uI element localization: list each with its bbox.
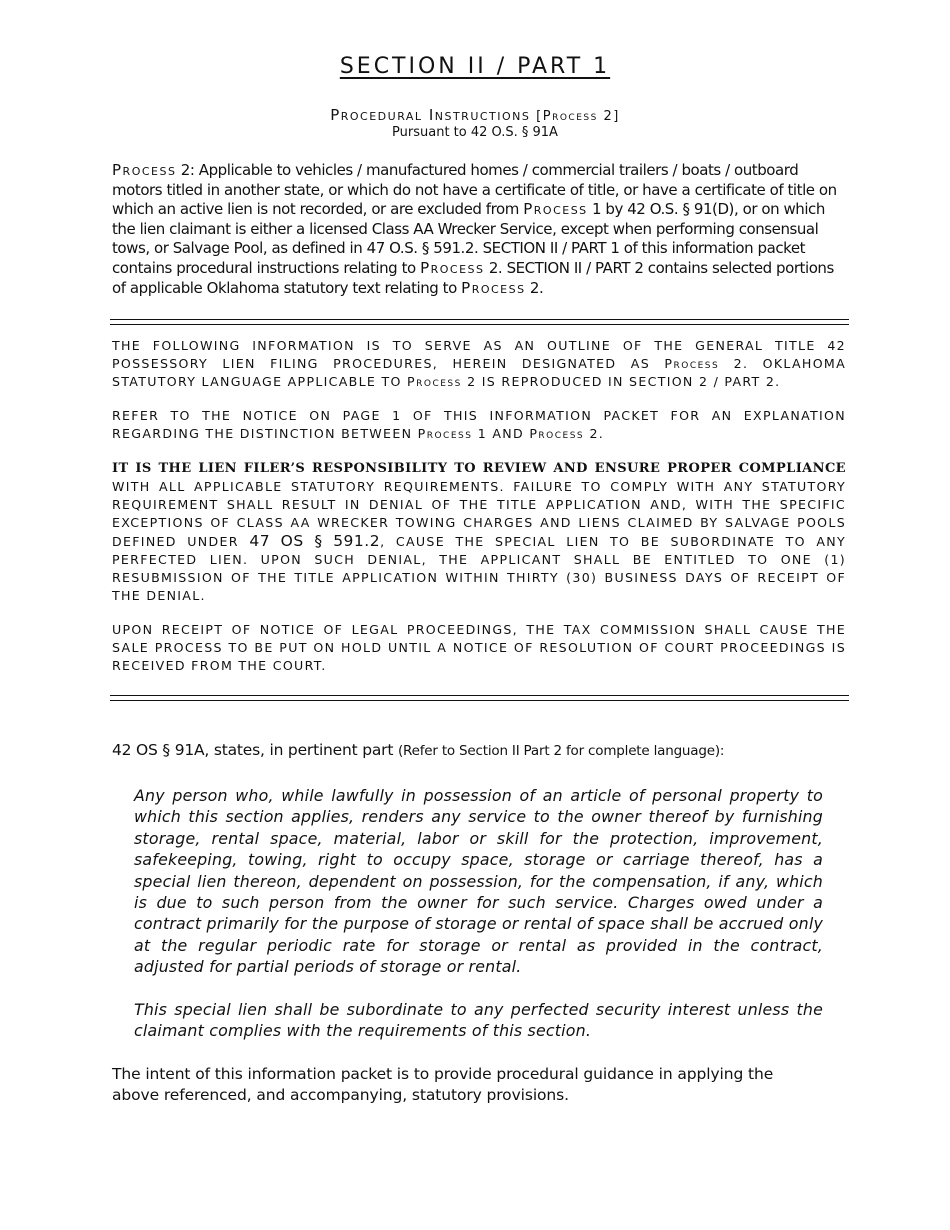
intro-mid: 1 by 42 O.S. § 91(D), or on which the lien claimant is either a licensed Class AA Wrecker Service, except when performing consensual tows, or Salvage Pool, as defined in 47 O.S. § 591.2. SECTION II / PART 1 of this information packet contains procedural instructions relating to xyxy=(112,200,825,277)
notice-text: REFER TO THE NOTICE ON PAGE 1 OF THIS INFORMATION PACKET FOR AN EXPLANATION REGARDING THE DISTINCTION BETWEEN xyxy=(112,408,846,441)
statute-quote-paragraph: This special lien shall be subordinate to any perfected security interest unless the claimant complies with the requirements of this section. xyxy=(134,999,823,1041)
notice-text: , CAUSE THE SPECIAL LIEN TO BE SUBORDINATE TO ANY PERFECTED LIEN. UPON SUCH DENIAL, THE APPLICANT SHALL BE ENTITLED TO ONE (1) RESUBMISSION OF THE TITLE APPLICATION WITHIN THIRTY (30) BUSINESS DAYS OF RECEIPT OF THE DENIAL. xyxy=(112,534,846,603)
statute-quote xyxy=(134,785,823,1062)
section-title xyxy=(0,54,950,79)
section-title-text: SECTION II / PART 1 xyxy=(339,54,611,79)
process-label: Process xyxy=(664,356,720,371)
responsibility-warning: IT IS THE LIEN FILER’S RESPONSIBILITY TO REVIEW AND ENSURE PROPER COMPLIANCE xyxy=(112,461,846,476)
intro-end: 2. xyxy=(525,278,544,297)
process-label: Process xyxy=(407,374,462,389)
closing-paragraph xyxy=(112,1064,812,1106)
statute-lead xyxy=(112,741,852,759)
process-label: Process xyxy=(523,200,588,219)
process-label: Process xyxy=(529,426,585,441)
notice-text: WITH ALL APPLICABLE STATUTORY REQUIREMENTS. FAILURE TO COMPLY WITH ANY STATUTORY REQUIREMENT SHALL RESULT IN DENIAL OF THE TITLE APPLICATION AND, WITH THE SPECIFIC EXCEPTIONS OF CLASS AA WRECKER TOWING CHARGES AND LIENS CLAIMED BY SALVAGE POOLS DEFINED UNDER xyxy=(112,479,846,549)
statute-quote-paragraph: Any person who, while lawfully in possession of an article of personal property to which this section applies, renders any service to the owner thereof by furnishing storage, rental space, material, labor or skill for the protection, improvement, safekeeping, towing, right to occupy space, storage or carriage thereof, has a special lien thereon, dependent on possession, for the compensation, if any, which is due to such person from the owner for such service. Charges owed under a contract primarily for the purpose of storage or rental of space shall be accrued only at the regular periodic rate for storage or rental as provided in the contract, adjusted for partial periods of storage or rental. xyxy=(134,786,823,977)
statute-note: (Refer to Section II Part 2 for complete language): xyxy=(397,743,725,759)
notice-text: 2. xyxy=(584,426,605,441)
intro-tail: 2. SECTION II / PART 2 contains selected portions of applicable Oklahoma statutory text relating to xyxy=(112,258,834,297)
notice-paragraph-responsibility xyxy=(112,459,846,605)
procedural-instructions-label: Procedural Instructions xyxy=(330,106,531,124)
procedural-instructions-heading xyxy=(0,106,950,124)
pursuant-line: Pursuant to 42 O.S. § 91A xyxy=(392,125,558,140)
notice-paragraph-outline xyxy=(112,337,846,391)
statute-citation: 47 OS § 591.2 xyxy=(249,532,381,550)
process-label: Process xyxy=(420,258,485,277)
process-bracket: [Process 2] xyxy=(536,109,620,124)
notice-text: 2 IS REPRODUCED IN SECTION 2 / PART 2. xyxy=(461,374,781,389)
statute-lead-text: 42 OS § 91A, states, in pertinent part xyxy=(112,741,394,759)
intro-lead: 2: Applicable to vehicles / manufactured homes / commercial trailers / boats / outboard motors titled in another state, or which do not have a certificate of title, or have a certificate of title on which an active lien is not recorded, or are excluded from xyxy=(112,161,837,219)
notice-text: 2. OKLAHOMA STATUTORY LANGUAGE APPLICABLE TO xyxy=(112,356,846,389)
notice-paragraph-legal-proceedings: UPON RECEIPT OF NOTICE OF LEGAL PROCEEDINGS, THE TAX COMMISSION SHALL CAUSE THE SALE PROCESS TO BE PUT ON HOLD UNTIL A NOTICE OF RESOLUTION OF COURT PROCEEDINGS IS RECEIVED FROM THE COURT. xyxy=(112,622,846,673)
process-label: Process xyxy=(417,426,473,441)
notice-paragraph-refer xyxy=(112,407,846,443)
process-label: Process xyxy=(112,161,177,179)
notice-box xyxy=(112,337,846,691)
intro-paragraph xyxy=(112,161,840,298)
closing-text: The intent of this information packet is to provide procedural guidance in applying the above referenced, and accompanying, statutory provisions. xyxy=(112,1065,774,1104)
process-label: Process xyxy=(461,278,526,297)
notice-text: 1 AND xyxy=(472,426,530,441)
top-double-rule xyxy=(110,319,849,325)
bottom-double-rule xyxy=(110,695,849,701)
notice-text: THE FOLLOWING INFORMATION IS TO SERVE AS AN OUTLINE OF THE GENERAL TITLE 42 POSSESSORY LIEN FILING PROCEDURES, HEREIN DESIGNATED AS xyxy=(112,338,846,371)
